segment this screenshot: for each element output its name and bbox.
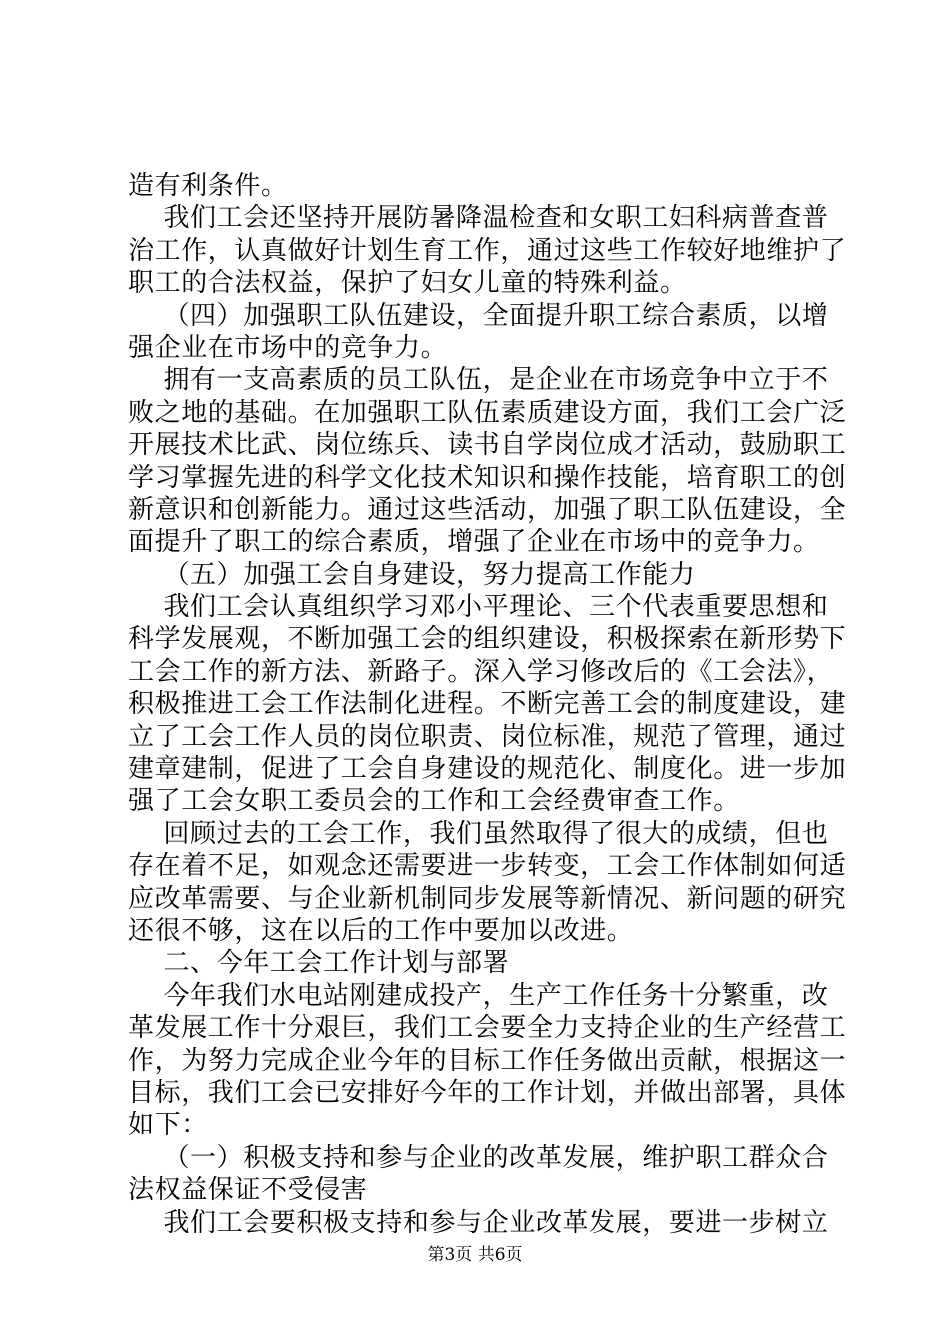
text-line: 应改革需要、与企业新机制同步发展等新情况、新问题的研究	[128, 883, 847, 914]
page-number-footer: 第3页 共6页	[427, 1245, 523, 1265]
text-line: 今年我们水电站刚建成投产，生产工作任务十分繁重，改	[128, 980, 829, 1011]
text-line: 存在着不足，如观念还需要进一步转变，工会工作体制如何适	[128, 851, 847, 882]
text-line: 革发展工作十分艰巨，我们工会要全力支持企业的生产经营工	[128, 1013, 847, 1044]
text-line: 还很不够，这在以后的工作中要加以改进。	[128, 915, 634, 946]
section-heading-line: （四）加强职工队伍建设，全面提升职工综合素质，以增	[128, 300, 829, 331]
text-line: 新意识和创新能力。通过这些活动，加强了职工队伍建设，全	[128, 494, 847, 525]
text-line: 强了工会女职工委员会的工作和工会经费审查工作。	[128, 786, 740, 817]
text-line: 拥有一支高素质的员工队伍，是企业在市场竞争中立于不	[128, 365, 829, 396]
document-body	[128, 170, 847, 1239]
text-line: 科学发展观，不断加强工会的组织建设，积极探索在新形势下	[128, 624, 847, 655]
text-line: 造有利条件。	[128, 171, 288, 201]
text-line: 败之地的基础。在加强职工队伍素质建设方面，我们工会广泛	[128, 397, 847, 428]
section-heading-line: 法权益保证不受侵害	[128, 1175, 368, 1206]
section-heading-line: （一）积极支持和参与企业的改革发展，维护职工群众合	[128, 1142, 829, 1173]
text-line: 回顾过去的工会工作，我们虽然取得了很大的成绩，但也	[128, 818, 829, 849]
text-line: 立了工会工作人员的岗位职责、岗位标准，规范了管理，通过	[128, 721, 847, 752]
section-heading-line: 强企业在市场中的竞争力。	[128, 332, 448, 363]
text-line: 我们工会要积极支持和参与企业改革发展，要进一步树立	[128, 1207, 829, 1238]
section-heading-line: 二、今年工会工作计划与部署	[128, 948, 510, 979]
text-line: 目标，我们工会已安排好今年的工作计划，并做出部署，具体	[128, 1077, 847, 1108]
text-line: 我们工会还坚持开展防暑降温检查和女职工妇科病普查普	[128, 203, 829, 234]
text-line: 作，为努力完成企业今年的目标工作任务做出贡献，根据这一	[128, 1045, 847, 1076]
text-line: 积极推进工会工作法制化进程。不断完善工会的制度建设，建	[128, 689, 847, 720]
text-line: 如下：	[128, 1110, 208, 1141]
text-line: 治工作，认真做好计划生育工作，通过这些工作较好地维护了	[128, 235, 847, 266]
text-line: 建章建制，促进了工会自身建设的规范化、制度化。进一步加	[128, 754, 847, 785]
section-heading-line: （五）加强工会自身建设，努力提高工作能力	[128, 559, 696, 590]
text-line: 面提升了职工的综合素质，增强了企业在市场中的竞争力。	[128, 527, 820, 558]
text-line: 我们工会认真组织学习邓小平理论、三个代表重要思想和	[128, 592, 829, 623]
text-line: 学习掌握先进的科学文化技术知识和操作技能，培育职工的创	[128, 462, 847, 493]
text-line: 开展技术比武、岗位练兵、读书自学岗位成才活动，鼓励职工	[128, 430, 847, 461]
text-line: 职工的合法权益，保护了妇女儿童的特殊利益。	[128, 268, 687, 299]
text-line: 工会工作的新方法、新路子。深入学习修改后的《工会法》，	[128, 656, 834, 687]
